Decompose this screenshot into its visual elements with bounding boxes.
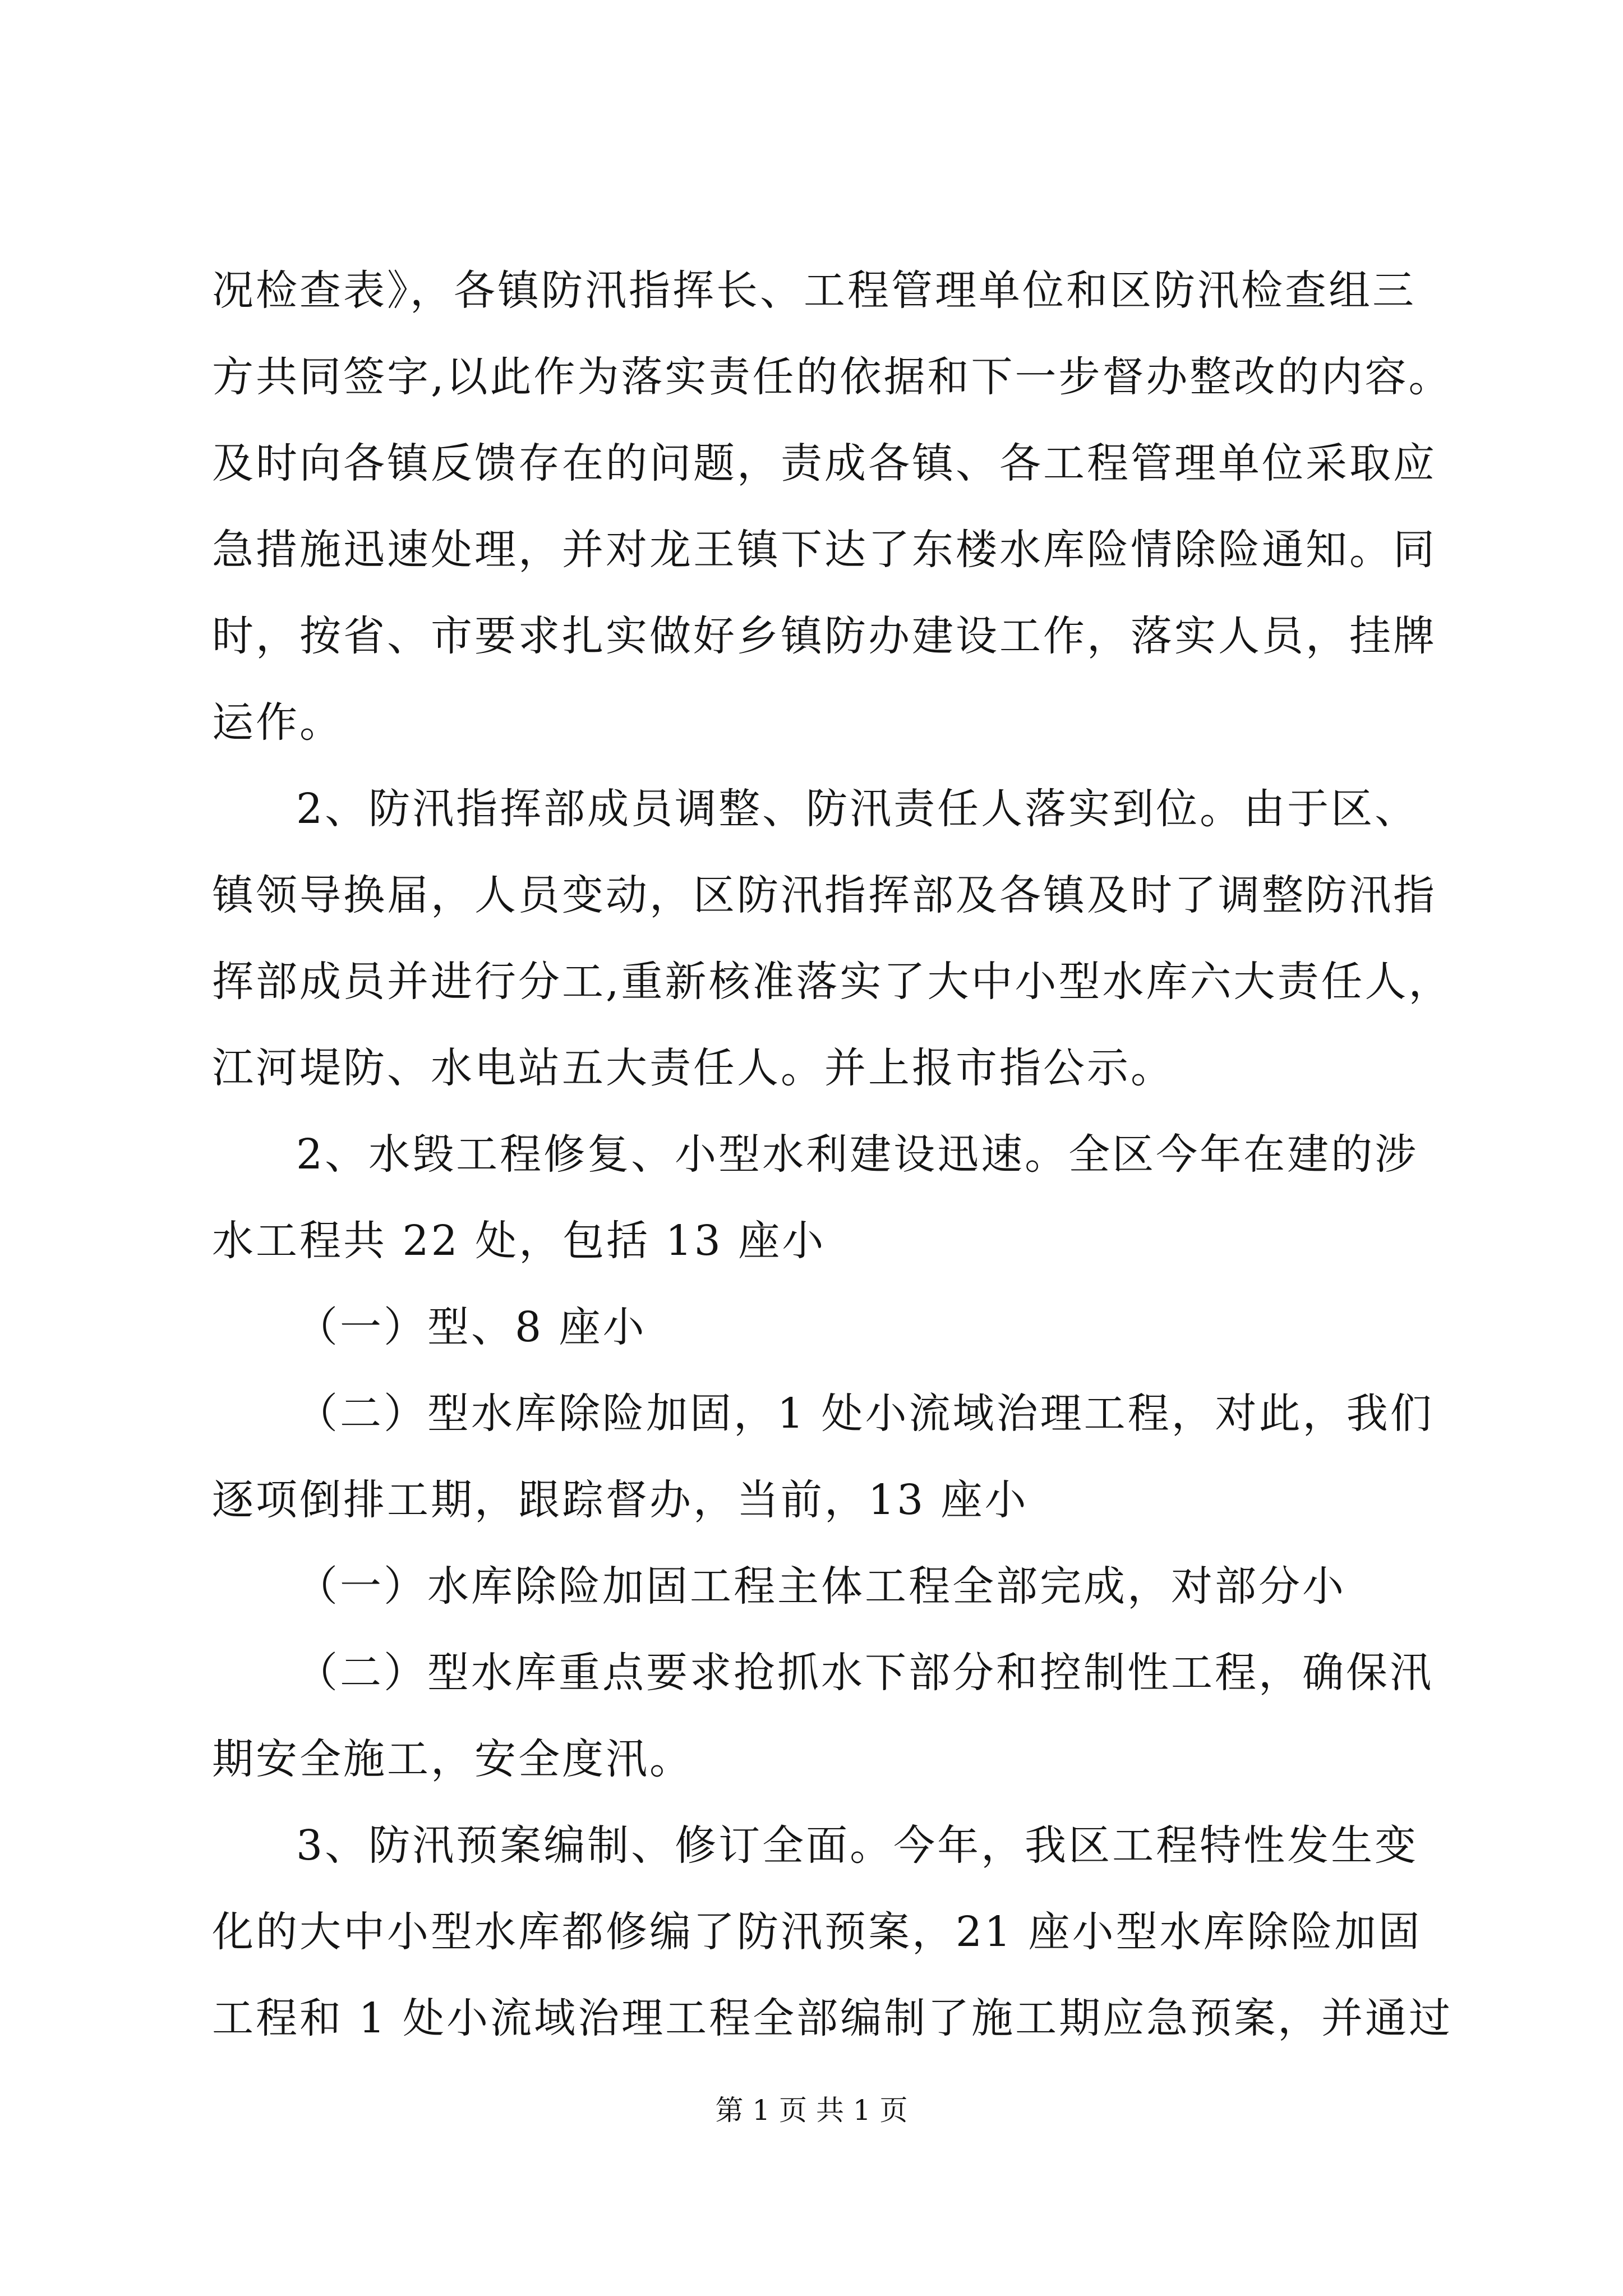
text-line: 况检查表》，各镇防汛指挥长、工程管理单位和区防汛检查组三 (212, 266, 1416, 315)
paragraph-start-line: （一）水库除险加固工程主体工程全部完成，对部分小 (296, 1562, 1346, 1611)
text-line: 挥部成员并进行分工,重新核准落实了大中小型水库六大责任人， (212, 958, 1453, 1006)
paragraph-start-line: （二）型水库重点要求抢抓水下部分和控制性工程，确保汛 (296, 1649, 1433, 1697)
text-line: 方共同签字,以此作为落实责任的依据和下一步督办整改的内容。 (212, 353, 1453, 401)
text-line: 及时向各镇反馈存在的问题，责成各镇、各工程管理单位采取应 (212, 439, 1437, 487)
text-line: 运作。 (212, 698, 343, 747)
paragraph-start-line: （一）型、8 座小 (296, 1303, 647, 1351)
text-line: 化的大中小型水库都修编了防汛预案，21 座小型水库除险加固 (212, 1908, 1422, 1956)
text-line: 急措施迅速处理，并对龙王镇下达了东楼水库险情除险通知。同 (212, 526, 1437, 574)
text-line: 镇领导换届，人员变动，区防汛指挥部及各镇及时了调整防汛指 (212, 871, 1437, 919)
paragraph-start-line: 3、防汛预案编制、修订全面。今年，我区工程特性发生变 (296, 1821, 1419, 1870)
text-line: 期安全施工，安全度汛。 (212, 1735, 693, 1783)
paragraph-start-line: 2、防汛指挥部成员调整、防汛责任人落实到位。由于区、 (296, 785, 1419, 833)
text-line: 逐项倒排工期，跟踪督办，当前，13 座小 (212, 1476, 1029, 1524)
text-line: 江河堤防、水电站五大责任人。并上报市指公示。 (212, 1044, 1174, 1092)
paragraph-start-line: 2、水毁工程修复、小型水利建设迅速。全区今年在建的涉 (296, 1130, 1419, 1179)
text-line: 时，按省、市要求扎实做好乡镇防办建设工作，落实人员，挂牌 (212, 612, 1437, 660)
text-line: 工程和 1 处小流域治理工程全部编制了施工期应急预案，并通过 (212, 1994, 1453, 2042)
page-footer: 第 1 页 共 1 页 (715, 2094, 908, 2127)
paragraph-start-line: （二）型水库除险加固，1 处小流域治理工程，对此，我们 (296, 1389, 1434, 1438)
text-line: 水工程共 22 处，包括 13 座小 (212, 1217, 826, 1265)
